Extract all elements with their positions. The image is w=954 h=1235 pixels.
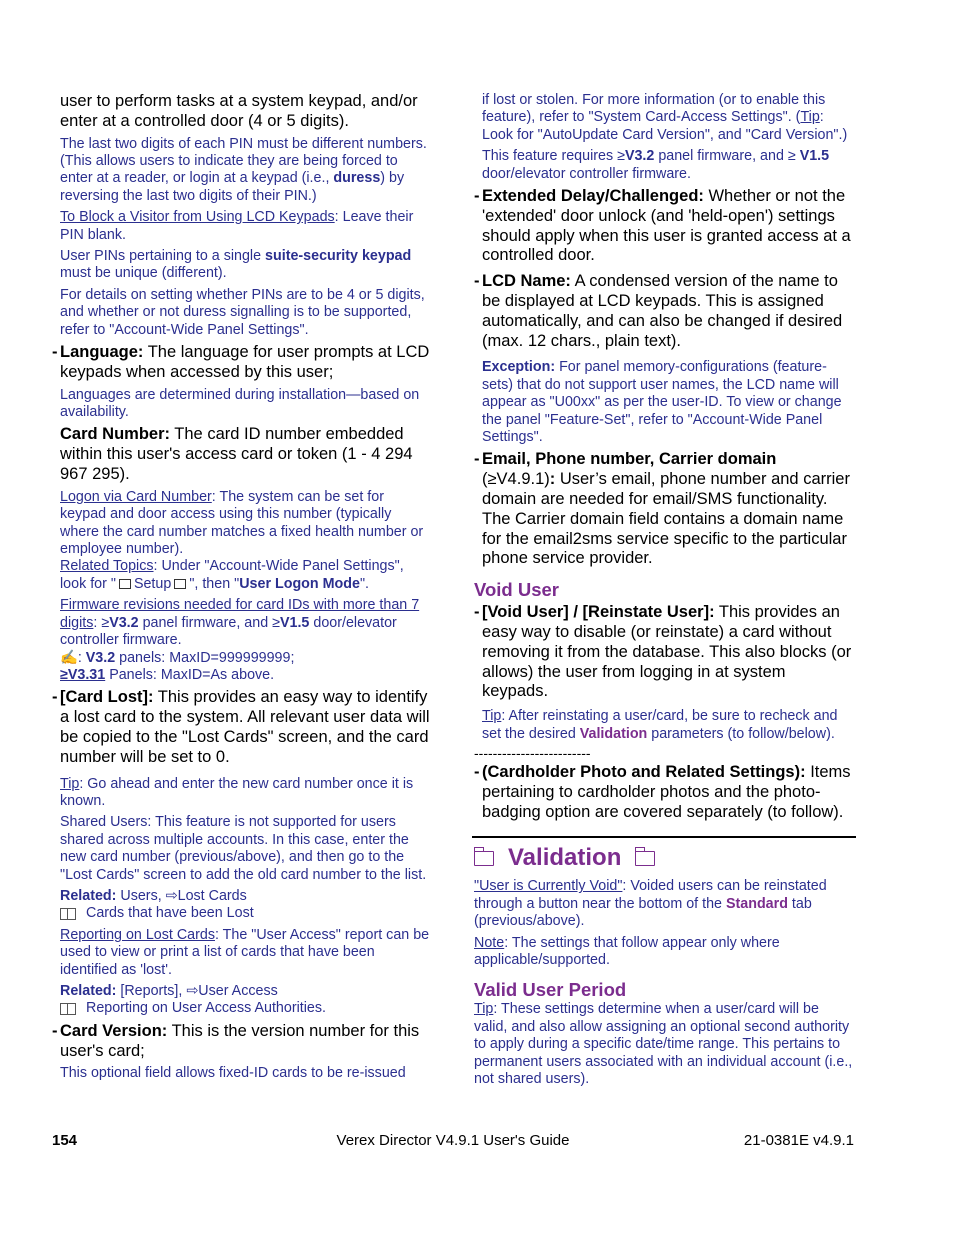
void-tip-note: Tip: After reinstating a user/card, be sure to recheck and set the desired Validation parameters (to follow/below).: [482, 708, 838, 742]
left-column: [52, 92, 432, 1083]
card-version-note: This optional field allows fixed-ID cards to be re-issued: [60, 1065, 406, 1082]
card-version-item: - Card Version: This is the version number for this user's card;: [52, 1022, 432, 1062]
suite-note: User PINs pertaining to a single suite-security keypad must be unique (different).: [60, 248, 412, 282]
related-lost-cards: Related: Users, ⇨Lost Cards Cards that have been Lost: [60, 887, 254, 922]
lcd-name-item: - LCD Name: A condensed version of the name to be displayed at LCD keypads. This is assigned automatically, and can also be changed if desired (max. 12 chars., plain text).: [474, 272, 854, 351]
document-id: 21-0381E v4.9.1: [743, 1132, 854, 1149]
validation-heading: Validation: [474, 844, 854, 872]
logon-note: Logon via Card Number: The system can be set for keypad and door access using this number (typically where the card number matches a fixed health number or employee number). Related Topics: Under "Account-Wide Panel Settings", look for " Setup ", then "User Logon Mode".: [60, 488, 424, 592]
void-user-heading: Void User: [474, 579, 559, 601]
firmware-note: Firmware revisions needed for card IDs with more than 7 digits: ≥V3.2 panel firmware, and ≥V1.5 door/elevator controller firmware. ✍: V3.2 panels: MaxID=999999999; ≥V3.31 Panels: MaxID=As above.: [60, 597, 420, 683]
right-column: [474, 92, 854, 1088]
user-void-note: "User is Currently Void": Voided users can be reinstated through a button near the bottom of the Standard tab (previous/above).: [474, 878, 827, 930]
related-topics-link[interactable]: Related Topics: [60, 558, 154, 575]
pin-note-duress: The last two digits of each PIN must be different numbers. (This allows users to indicate they are being forced to enter at a reader, or login at a keypad (i.e., duress) by reversing the last two digits of their PIN.): [60, 135, 427, 204]
pin-details-note: For details on setting whether PINs are to be 4 or 5 digits, and whether or not duress signalling is to be supported, refer to "Account-Wide Panel Settings".: [60, 286, 425, 338]
firmware-link[interactable]: Firmware revisions needed for card IDs with more than 7 digits: [60, 597, 420, 631]
tip-link[interactable]: Tip: [60, 775, 80, 792]
card-version-continued: if lost or stolen. For more information (or to enable this feature), refer to "System Card-Access Settings". (Tip: Look for "AutoUpdate Card Version", and "Card Version".): [482, 92, 848, 143]
user-void-link[interactable]: "User is Currently Void": [474, 878, 623, 895]
related-user-access: Related: [Reports], ⇨User Access Reporting on User Access Authorities.: [60, 982, 326, 1017]
email-item: - Email, Phone number, Carrier domain (≥V4.9.1): User’s email, phone number and carrier domain are needed for email/SMS functionality. The Carrier domain field contains a domain name for the email2sms service specific to the particular phone service provider.: [474, 450, 854, 569]
page-number: 154: [52, 1132, 78, 1149]
tip-link[interactable]: Tip: [800, 109, 820, 126]
language-item: - Language: The language for user prompts at LCD keypads when accessed by this user;: [52, 343, 432, 383]
folder-icon: [474, 851, 494, 866]
exception-note: Exception: For panel memory-configurations (feature-sets) that do not support user names, the LCD name will appear as "U00xx" as per the user-ID. To view or change the panel "Feature-Set", refer to "Account-Wide Panel Settings".: [482, 359, 842, 446]
void-user-item: - [Void User] / [Reinstate User]: This provides an easy way to disable (or reinstate) a card without removing it from the database. This also blocks (or allows) the user from logging in at system keypads.: [474, 603, 854, 702]
requires-note: This feature requires ≥V3.2 panel firmware, and ≥ V1.5 door/elevator controller firmware.: [482, 148, 830, 182]
page-footer: [52, 1132, 854, 1152]
note-link[interactable]: Note: [474, 934, 505, 951]
block-visitor-note: To Block a Visitor from Using LCD Keypads: Leave their PIN blank.: [60, 209, 414, 243]
divider-dashes: -------------------------: [474, 745, 591, 762]
shared-users-note: Shared Users: This feature is not supported for users shared across multiple accounts. In this case, enter the new card number (previous/above), and then go to the "Lost Cards" screen to add the old card number to the list.: [60, 814, 427, 883]
folder-icon: [174, 579, 186, 589]
book-icon: [60, 1003, 76, 1015]
tip-link[interactable]: Tip: [482, 708, 502, 725]
book-icon: [60, 908, 76, 920]
logon-link[interactable]: Logon via Card Number: [60, 488, 212, 505]
applicable-note: Note: The settings that follow appear only where applicable/supported.: [474, 934, 780, 969]
lost-tip-note: Tip: Go ahead and enter the new card number once it is known.: [60, 775, 414, 809]
extended-delay-item: - Extended Delay/Challenged: Whether or not the 'extended' door unlock (and 'held-open') settings should apply when this user is granted access at a controlled door.: [474, 187, 854, 266]
folder-icon: [635, 851, 655, 866]
reporting-note: Reporting on Lost Cards: The "User Access" report can be used to view or print a list of cards that have been identified as 'lost'.: [60, 926, 430, 978]
footer-title: Verex Director V4.9.1 User's Guide: [336, 1132, 570, 1149]
valid-user-period-heading: Valid User Period: [474, 979, 627, 1001]
pin-intro: user to perform tasks at a system keypad, and/or enter at a controlled door (4 or 5 digits).: [60, 92, 418, 130]
folder-icon: [119, 579, 131, 589]
reporting-link[interactable]: Reporting on Lost Cards: [60, 926, 215, 943]
card-lost-item: - [Card Lost]: This provides an easy way to identify a lost card to the system. All relevant user data will be copied to the "Lost Cards" screen, and the card number will be set to 0.: [52, 688, 432, 767]
card-number-item: Card Number: The card ID number embedded within this user's access card or token (1 - 4 294 967 295).: [60, 425, 413, 484]
pen-icon: ✍: [60, 649, 78, 666]
photo-item: - (Cardholder Photo and Related Settings): Items pertaining to cardholder photos and the photo-badging option are covered separately (to follow).: [474, 763, 854, 822]
section-divider: [472, 836, 856, 838]
language-note: Languages are determined during installation—based on availability.: [60, 386, 420, 421]
tip-link[interactable]: Tip: [474, 1001, 494, 1018]
period-tip-note: Tip: These settings determine when a user/card will be valid, and also allow assigning an optional second authority to apply during a specific date/time range. This pertains to permanent users associated with an individual account (i.e., not shared users).: [474, 1001, 853, 1088]
block-visitor-link[interactable]: To Block a Visitor from Using LCD Keypads: [60, 209, 335, 226]
